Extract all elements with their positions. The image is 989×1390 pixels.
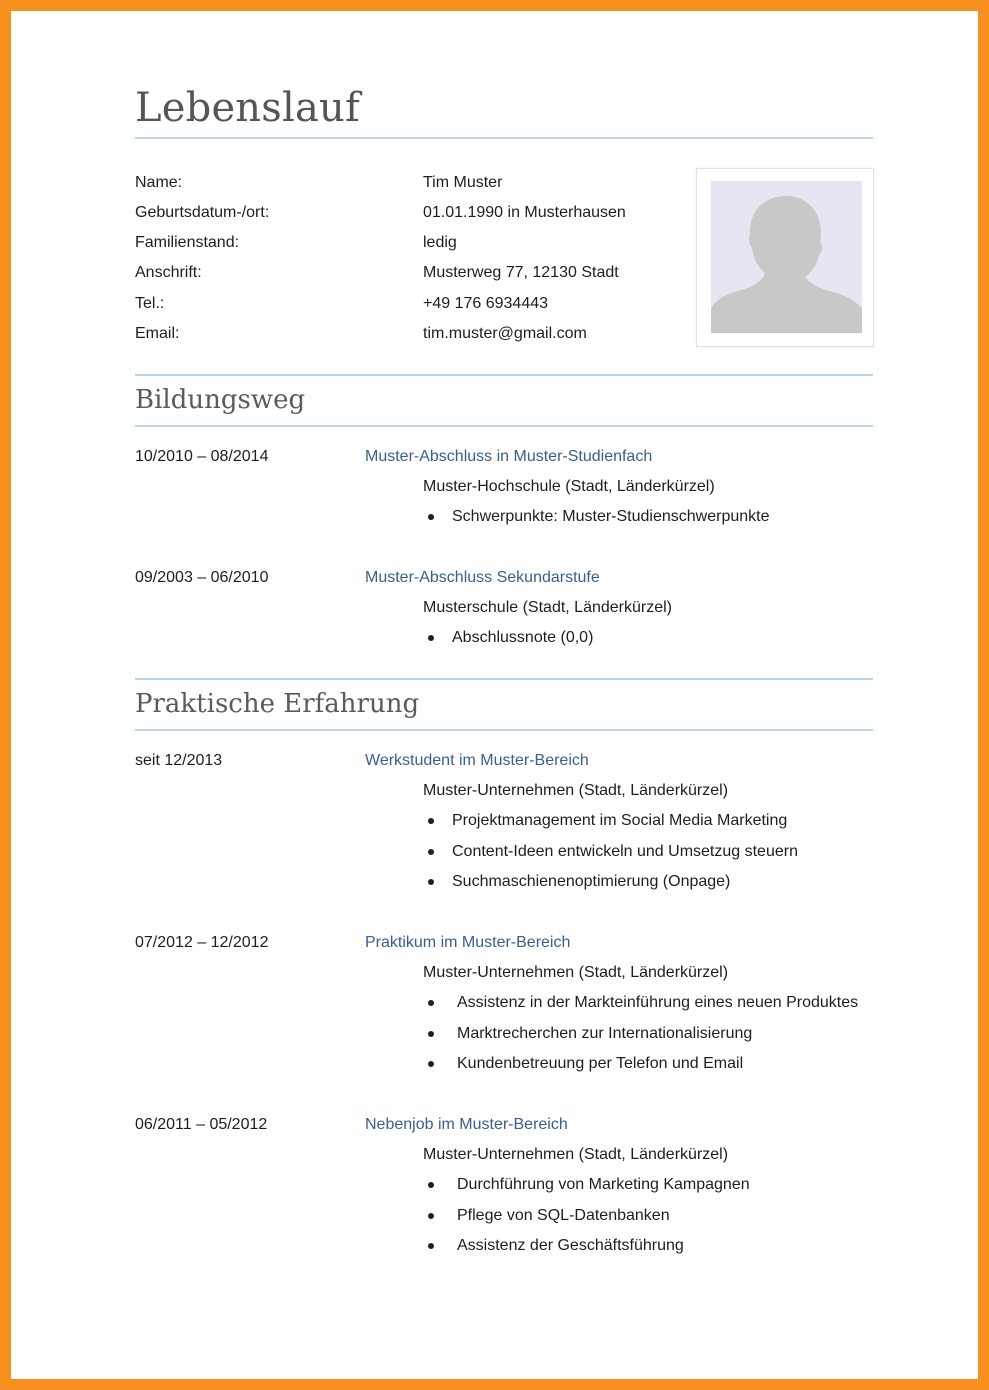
entry-role: Muster-Abschluss Sekundarstufe bbox=[365, 569, 600, 586]
entry-date: 06/2011 – 05/2012 bbox=[135, 1116, 268, 1133]
entry-date: 10/2010 – 08/2014 bbox=[135, 448, 269, 465]
page-title: Lebenslauf bbox=[135, 85, 361, 131]
bullet-icon bbox=[428, 1061, 434, 1067]
entry-date: 09/2003 – 06/2010 bbox=[135, 569, 269, 586]
entry-date: 07/2012 – 12/2012 bbox=[135, 934, 269, 951]
entry-bullet: Abschlussnote (0,0) bbox=[452, 629, 594, 646]
personal-value: Musterweg 77, 12130 Stadt bbox=[423, 264, 619, 281]
entry-org: Musterschule (Stadt, Länderkürzel) bbox=[423, 599, 672, 616]
entry-bullet: Assistenz in der Markteinführung eines neuen Produktes bbox=[457, 994, 859, 1011]
personal-label: Anschrift: bbox=[135, 264, 202, 281]
bullet-icon bbox=[428, 1182, 434, 1188]
section-divider bbox=[135, 678, 873, 680]
entry-bullet: Projektmanagement im Social Media Marketing bbox=[452, 812, 788, 829]
entry-bullet: Assistenz der Geschäftsführung bbox=[457, 1237, 684, 1254]
personal-label: Email: bbox=[135, 325, 180, 342]
bullet-icon bbox=[428, 1000, 434, 1006]
personal-label: Tel.: bbox=[135, 295, 165, 312]
bullet-icon bbox=[428, 635, 434, 641]
title-divider bbox=[135, 137, 873, 139]
entry-role: Nebenjob im Muster-Bereich bbox=[365, 1116, 568, 1133]
personal-value: ledig bbox=[423, 234, 457, 251]
entry-org: Muster-Unternehmen (Stadt, Länderkürzel) bbox=[423, 1146, 729, 1163]
personal-label: Familienstand: bbox=[135, 234, 240, 251]
profile-photo bbox=[696, 168, 874, 347]
personal-value: +49 176 6934443 bbox=[423, 295, 549, 312]
bullet-icon bbox=[428, 818, 434, 824]
entry-org: Muster-Hochschule (Stadt, Länderkürzel) bbox=[423, 478, 715, 495]
personal-value: 01.01.1990 in Musterhausen bbox=[423, 204, 626, 221]
bullet-icon bbox=[428, 849, 434, 855]
entry-bullet: Suchmaschienenoptimierung (Onpage) bbox=[452, 873, 731, 890]
section-heading-experience: Praktische Erfahrung bbox=[135, 689, 420, 719]
entry-bullet: Marktrecherchen zur Internationalisierung bbox=[457, 1025, 753, 1042]
personal-value: tim.muster@gmail.com bbox=[423, 325, 587, 342]
section-divider bbox=[135, 729, 873, 731]
cv-page bbox=[11, 11, 978, 1379]
entry-role: Werkstudent im Muster-Bereich bbox=[365, 752, 589, 769]
personal-label: Name: bbox=[135, 174, 183, 191]
entry-bullet: Kundenbetreuung per Telefon und Email bbox=[457, 1055, 744, 1072]
section-heading-education: Bildungsweg bbox=[135, 385, 306, 415]
person-silhouette-icon bbox=[711, 181, 862, 333]
bullet-icon bbox=[428, 1243, 434, 1249]
bullet-icon bbox=[428, 1213, 434, 1219]
entry-bullet: Content-Ideen entwickeln und Umsetzug steuern bbox=[452, 843, 798, 860]
personal-value: Tim Muster bbox=[423, 174, 503, 191]
entry-bullet: Durchführung von Marketing Kampagnen bbox=[457, 1176, 750, 1193]
bullet-icon bbox=[428, 1031, 434, 1037]
entry-role: Praktikum im Muster-Bereich bbox=[365, 934, 571, 951]
section-divider bbox=[135, 374, 873, 376]
entry-bullet: Pflege von SQL-Datenbanken bbox=[457, 1207, 670, 1224]
personal-label: Geburtsdatum-/ort: bbox=[135, 204, 270, 221]
entry-date: seit 12/2013 bbox=[135, 752, 223, 769]
bullet-icon bbox=[428, 879, 434, 885]
entry-org: Muster-Unternehmen (Stadt, Länderkürzel) bbox=[423, 964, 729, 981]
bullet-icon bbox=[428, 514, 434, 520]
entry-role: Muster-Abschluss in Muster-Studienfach bbox=[365, 448, 653, 465]
section-divider bbox=[135, 425, 873, 427]
photo-area bbox=[711, 181, 862, 333]
entry-bullet: Schwerpunkte: Muster-Studienschwerpunkte bbox=[452, 508, 770, 525]
entry-org: Muster-Unternehmen (Stadt, Länderkürzel) bbox=[423, 782, 729, 799]
